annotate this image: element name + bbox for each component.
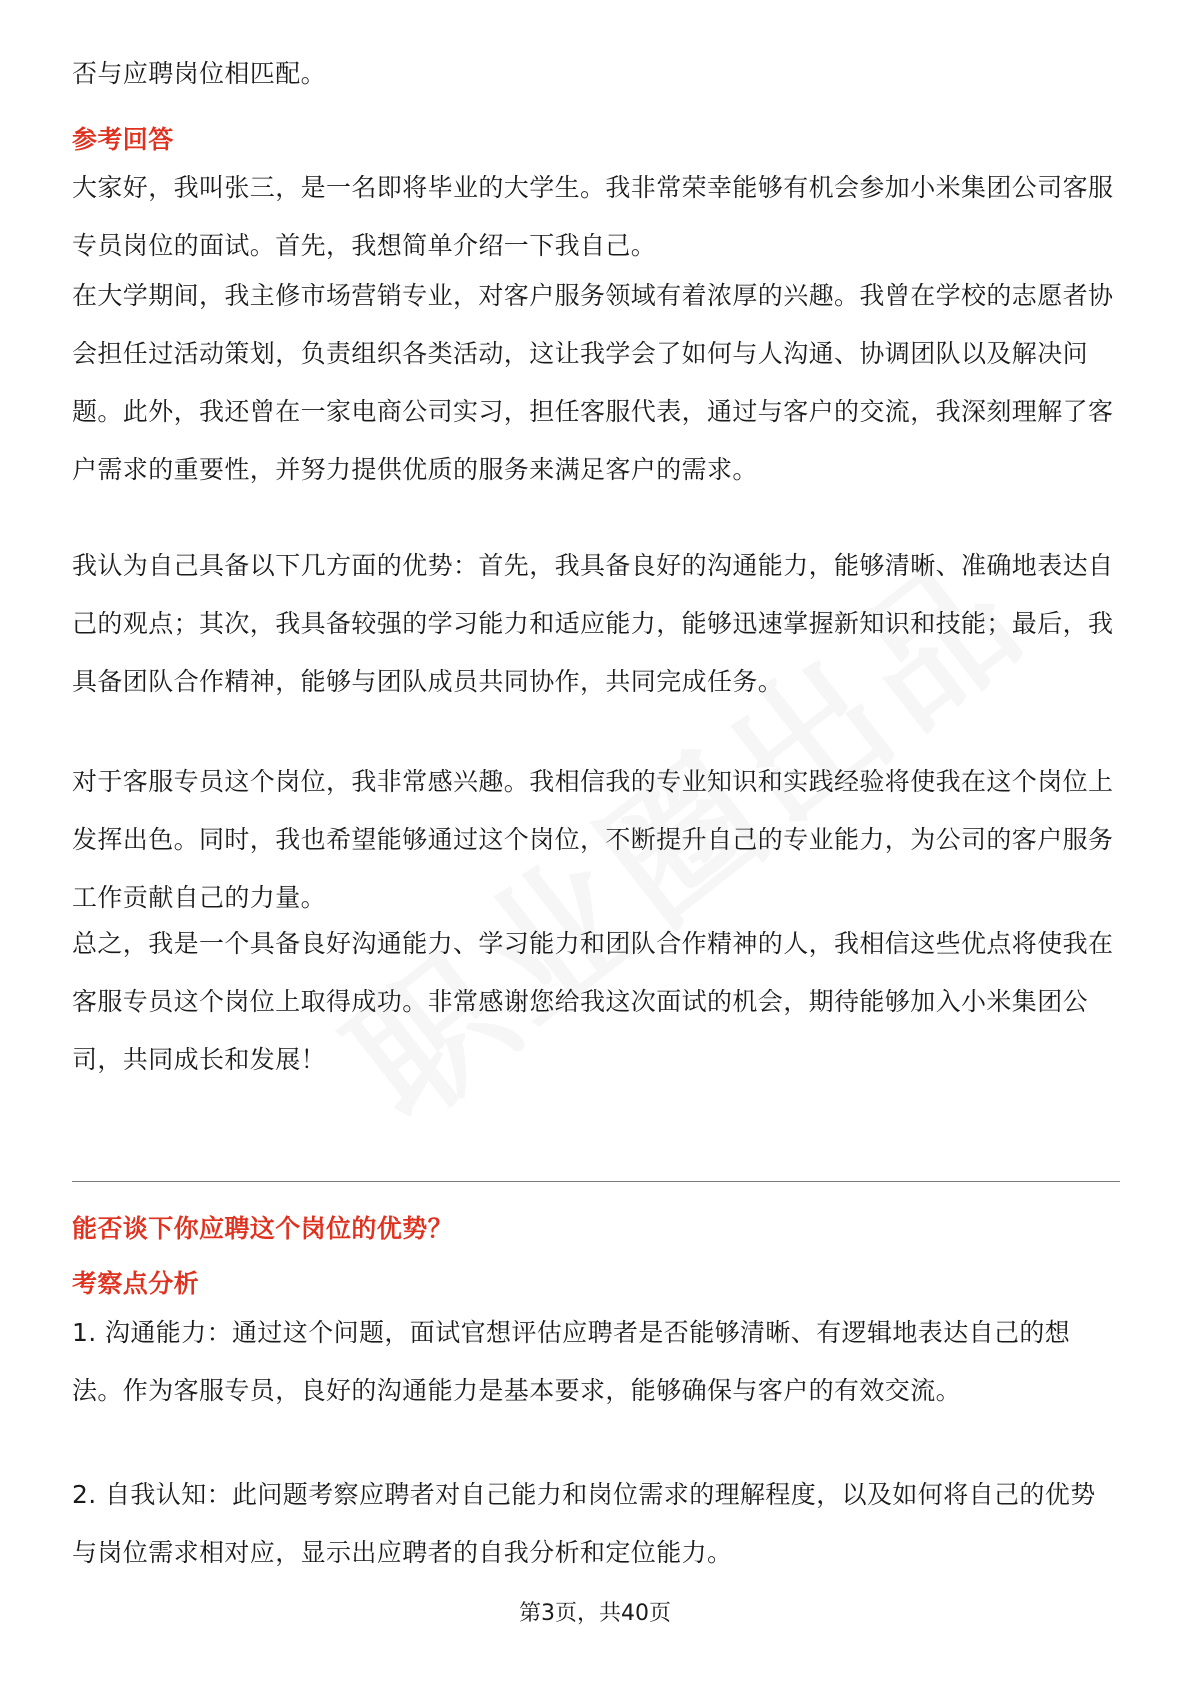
analysis-point-2: 2. 自我认知：此问题考察应聘者对自己能力和岗位需求的理解程度，以及如何将自己的优势与岗位需求相对应，显示出应聘者的自我分析和定位能力。 (72, 1480, 1096, 1567)
answer-paragraph-5: 总之，我是一个具备良好沟通能力、学习能力和团队合作精神的人，我相信这些优点将使我在客服专员这个岗位上取得成功。非常感谢您给我这次面试的机会，期待能够加入小米集团公司，共同成长和发展！ (72, 929, 1114, 1074)
analysis-heading: 考察点分析 (72, 1269, 200, 1298)
answer-heading: 参考回答 (72, 125, 174, 154)
question-heading: 能否谈下你应聘这个岗位的优势？ (72, 1214, 454, 1243)
analysis-point-1: 1. 沟通能力：通过这个问题，面试官想评估应聘者是否能够清晰、有逻辑地表达自己的想法。作为客服专员，良好的沟通能力是基本要求，能够确保与客户的有效交流。 (72, 1318, 1071, 1405)
tail-line: 否与应聘岗位相匹配。 (72, 59, 327, 88)
section-divider (72, 1181, 1120, 1182)
answer-paragraph-2: 在大学期间，我主修市场营销专业，对客户服务领域有着浓厚的兴趣。我曾在学校的志愿者协会担任过活动策划，负责组织各类活动，这让我学会了如何与人沟通、协调团队以及解决问题。此外，我还曾在一家电商公司实习，担任客服代表，通过与客户的交流，我深刻理解了客户需求的重要性，并努力提供优质的服务来满足客户的需求。 (72, 281, 1114, 484)
answer-paragraph-3: 我认为自己具备以下几方面的优势：首先，我具备良好的沟通能力，能够清晰、准确地表达自己的观点；其次，我具备较强的学习能力和适应能力，能够迅速掌握新知识和技能；最后，我具备团队合作精神，能够与团队成员共同协作，共同完成任务。 (72, 551, 1114, 696)
answer-paragraph-1: 大家好，我叫张三，是一名即将毕业的大学生。我非常荣幸能够有机会参加小米集团公司客服专员岗位的面试。首先，我想简单介绍一下我自己。 (72, 173, 1114, 260)
page-number: 第3页，共40页 (519, 1601, 671, 1626)
answer-paragraph-4: 对于客服专员这个岗位，我非常感兴趣。我相信我的专业知识和实践经验将使我在这个岗位上发挥出色。同时，我也希望能够通过这个岗位，不断提升自己的专业能力，为公司的客户服务工作贡献自己的力量。 (72, 767, 1114, 912)
